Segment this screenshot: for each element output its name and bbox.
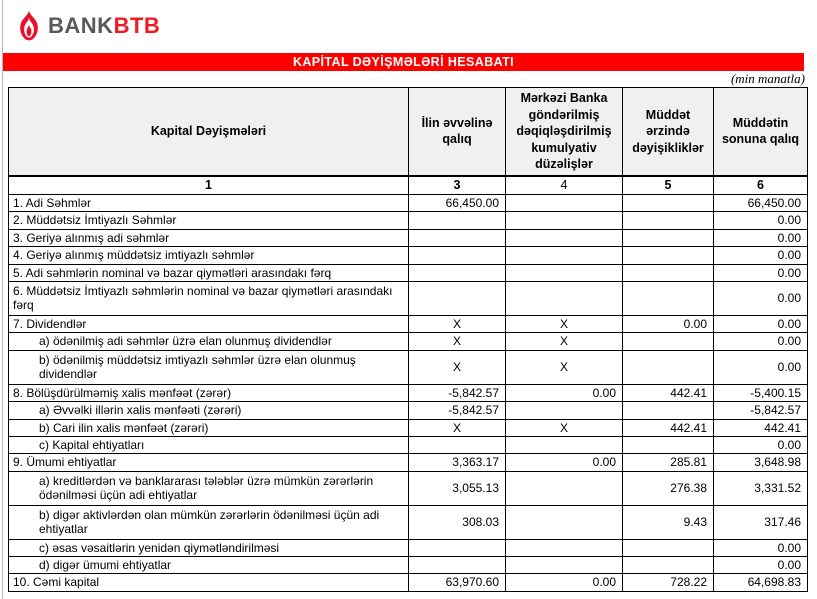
logo-text <box>48 12 161 38</box>
cell-value: X <box>506 333 623 350</box>
page-edge-line <box>2 0 3 599</box>
cell-value <box>623 402 714 419</box>
table-row <box>9 350 808 384</box>
cell-value: 276.38 <box>623 471 714 505</box>
row-label: b) ödənilmiş müddətsiz imtiyazlı səhmlər üzrə elan olunmuş dividendlər <box>9 350 409 384</box>
row-label: 6. Müddətsiz İmtiyazlı səhmlərin nominal və bazar qiymətləri arasındakı fərq <box>9 281 409 315</box>
table-row <box>9 574 808 591</box>
cell-value: X <box>409 419 506 436</box>
cell-value: -5,842.57 <box>714 402 808 419</box>
cell-value: -5,842.57 <box>409 402 506 419</box>
table-row <box>9 419 808 436</box>
row-label: c) əsas vəsaitlərin yenidən qiymətləndirilməsi <box>9 539 409 556</box>
row-label: a) Əvvəlki illərin xalis mənfəəti (zərəri) <box>9 402 409 419</box>
cell-value: 66,450.00 <box>409 195 506 212</box>
row-label: 5. Adi səhmlərin nominal və bazar qiymətləri arasındakı fərq <box>9 264 409 281</box>
table-row <box>9 557 808 574</box>
cell-value <box>409 212 506 229</box>
cell-value: -5,842.57 <box>409 384 506 401</box>
cell-value <box>506 195 623 212</box>
table-row <box>9 264 808 281</box>
table-row <box>9 454 808 471</box>
report-title-banner <box>3 53 804 71</box>
column-number: 5 <box>623 176 714 195</box>
row-label: a) ödənilmiş adi səhmlər üzrə elan olunmuş dividendlər <box>9 333 409 350</box>
cell-value: X <box>409 315 506 332</box>
table-row <box>9 195 808 212</box>
cell-value: 0.00 <box>714 212 808 229</box>
logo-text-bank: BANK <box>48 12 114 38</box>
cell-value <box>409 264 506 281</box>
cell-value: X <box>506 315 623 332</box>
cell-value: 442.41 <box>623 419 714 436</box>
cell-value: 0.00 <box>714 539 808 556</box>
cell-value: -5,400.15 <box>714 384 808 401</box>
cell-value <box>506 436 623 453</box>
cell-value <box>623 436 714 453</box>
row-label: 4. Geriyə alınmış müddətsiz imtiyazlı səhmlər <box>9 247 409 264</box>
table-row <box>9 505 808 539</box>
table-header-row <box>9 88 808 176</box>
table-body <box>9 195 808 592</box>
cell-value: 66,450.00 <box>714 195 808 212</box>
cell-value: 3,648.98 <box>714 454 808 471</box>
cell-value <box>506 557 623 574</box>
cell-value <box>506 264 623 281</box>
cell-value <box>506 212 623 229</box>
cell-value <box>623 333 714 350</box>
cell-value: 0.00 <box>714 281 808 315</box>
cell-value <box>506 281 623 315</box>
cell-value: 317.46 <box>714 505 808 539</box>
row-label: c) Kapital ehtiyatları <box>9 436 409 453</box>
cell-value: 442.41 <box>714 419 808 436</box>
cell-value <box>506 247 623 264</box>
table-row <box>9 229 808 246</box>
cell-value <box>506 539 623 556</box>
cell-value: 0.00 <box>506 384 623 401</box>
cell-value: X <box>409 350 506 384</box>
cell-value: 0.00 <box>714 350 808 384</box>
cell-value: 308.03 <box>409 505 506 539</box>
table-row <box>9 539 808 556</box>
report-title: KAPİTAL DƏYİŞMƏLƏRİ HESABATI <box>292 55 515 69</box>
cell-value <box>623 264 714 281</box>
unit-note: (min manatla) <box>730 71 805 86</box>
cell-value: 0.00 <box>506 574 623 591</box>
cell-value <box>506 471 623 505</box>
cell-value: 3,363.17 <box>409 454 506 471</box>
cell-value <box>623 212 714 229</box>
column-number: 3 <box>409 176 506 195</box>
column-header-muddetin-sonuna-qaliq: Müddətin sonuna qalıq <box>714 88 808 176</box>
table-row <box>9 212 808 229</box>
logo-text-btb: BTB <box>113 12 161 38</box>
cell-value: 0.00 <box>714 315 808 332</box>
table-row <box>9 436 808 453</box>
column-number-row <box>9 176 808 195</box>
cell-value: 0.00 <box>714 247 808 264</box>
row-label: 9. Ümumi ehtiyatlar <box>9 454 409 471</box>
cell-value: 0.00 <box>506 454 623 471</box>
row-label: 8. Bölüşdürülməmiş xalis mənfəət (zərər) <box>9 384 409 401</box>
row-label: 7. Dividendlər <box>9 315 409 332</box>
column-header-kapital-deyismeleri: Kapital Dəyişmələri <box>9 88 409 176</box>
cell-value: 0.00 <box>714 557 808 574</box>
cell-value <box>623 281 714 315</box>
cell-value <box>506 505 623 539</box>
cell-value <box>409 229 506 246</box>
cell-value <box>506 402 623 419</box>
cell-value <box>506 229 623 246</box>
cell-value: 63,970.60 <box>409 574 506 591</box>
capital-changes-table <box>8 87 808 592</box>
flame-icon <box>17 9 41 42</box>
cell-value <box>409 557 506 574</box>
cell-value <box>409 247 506 264</box>
table-row <box>9 471 808 505</box>
cell-value: 9.43 <box>623 505 714 539</box>
cell-value: 442.41 <box>623 384 714 401</box>
cell-value <box>623 557 714 574</box>
cell-value: 285.81 <box>623 454 714 471</box>
table-row <box>9 315 808 332</box>
cell-value: 3,055.13 <box>409 471 506 505</box>
cell-value: 0.00 <box>714 436 808 453</box>
cell-value: X <box>409 333 506 350</box>
column-header-muddet-erzinde-deyisiklikler: Müddət ərzində dəyişikliklər <box>623 88 714 176</box>
row-label: b) Cari ilin xalis mənfəət (zərəri) <box>9 419 409 436</box>
cell-value <box>623 229 714 246</box>
row-label: 2. Müddətsiz İmtiyazlı Səhmlər <box>9 212 409 229</box>
cell-value <box>409 436 506 453</box>
table-row <box>9 402 808 419</box>
cell-value <box>623 539 714 556</box>
table-row <box>9 384 808 401</box>
row-label: 10. Cəmi kapital <box>9 574 409 591</box>
cell-value: 3,331.52 <box>714 471 808 505</box>
column-number: 4 <box>506 176 623 195</box>
cell-value <box>623 195 714 212</box>
cell-value: X <box>506 419 623 436</box>
row-label: 3. Geriyə alınmış adi səhmlər <box>9 229 409 246</box>
table-row <box>9 247 808 264</box>
row-label: d) digər ümumi ehtiyatlar <box>9 557 409 574</box>
cell-value: 0.00 <box>714 333 808 350</box>
cell-value: X <box>506 350 623 384</box>
column-number: 1 <box>9 176 409 195</box>
table-row <box>9 281 808 315</box>
row-label: b) digər aktivlərdən olan mümkün zərərlərin ödənilməsi üçün adi ehtiyatlar <box>9 505 409 539</box>
cell-value <box>409 281 506 315</box>
cell-value <box>409 539 506 556</box>
column-header-merkezi-banka-duzelisler: Mərkəzi Banka göndərilmiş dəqiqləşdirilmiş kumulyativ düzəlişlər <box>506 88 623 176</box>
cell-value <box>623 350 714 384</box>
bank-logo <box>17 9 160 42</box>
row-label: 1. Adi Səhmlər <box>9 195 409 212</box>
column-number: 6 <box>714 176 808 195</box>
table-row <box>9 333 808 350</box>
column-header-ilin-evveline-qaliq: İlin əvvəlinə qalıq <box>409 88 506 176</box>
cell-value: 64,698.83 <box>714 574 808 591</box>
cell-value: 0.00 <box>714 229 808 246</box>
cell-value: 0.00 <box>714 264 808 281</box>
cell-value <box>623 247 714 264</box>
cell-value: 0.00 <box>623 315 714 332</box>
row-label: a) kreditlərdən və banklararası tələblər üzrə mümkün zərərlərin ödənilməsi üçün adi ehtiyatlar <box>9 471 409 505</box>
cell-value: 728.22 <box>623 574 714 591</box>
